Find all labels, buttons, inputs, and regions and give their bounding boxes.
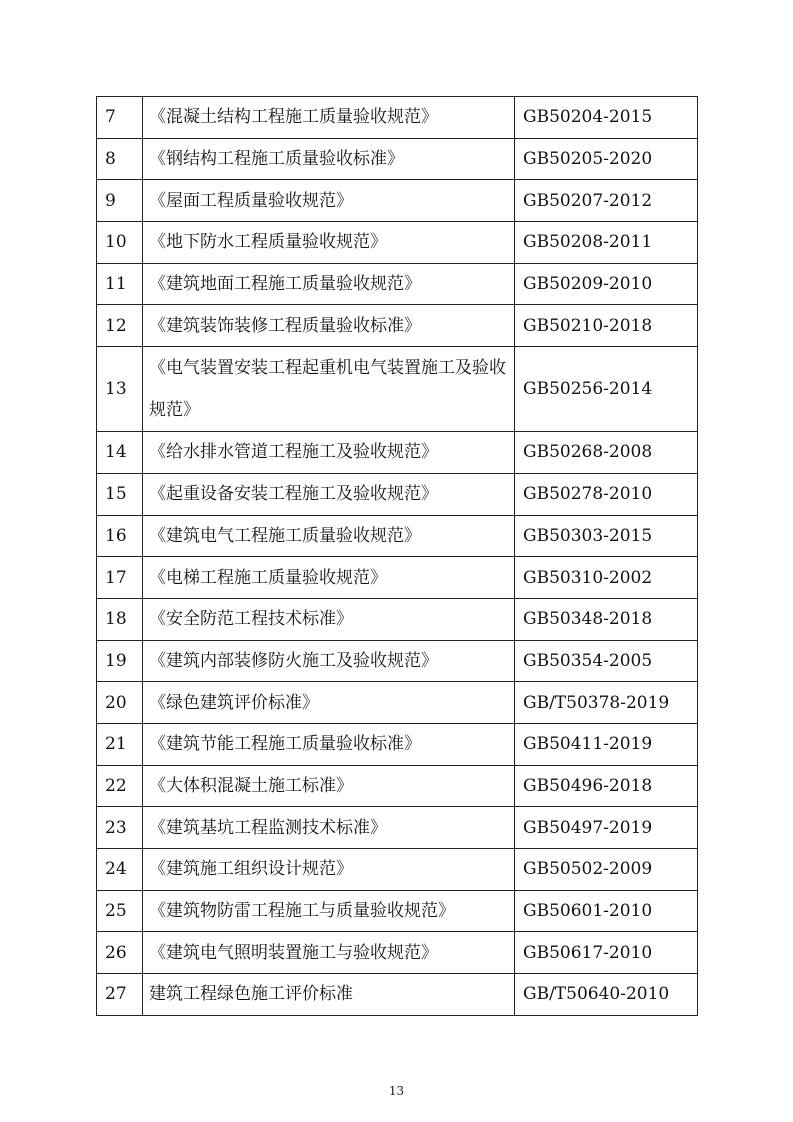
standard-name: 建筑工程绿色施工评价标准 [143,974,515,1016]
row-number: 15 [97,473,143,515]
standard-code: GB50411-2019 [515,723,698,765]
standard-name: 《混凝土结构工程施工质量验收规范》 [143,97,515,139]
table-row [97,347,698,432]
row-number: 17 [97,557,143,599]
standard-name: 《建筑施工组织设计规范》 [143,849,515,891]
row-number: 10 [97,222,143,264]
row-number: 26 [97,932,143,974]
standard-code: GB50205-2020 [515,138,698,180]
table-row [97,807,698,849]
table-row [97,305,698,347]
row-number: 9 [97,180,143,222]
row-number: 21 [97,723,143,765]
standard-code: GB50601-2010 [515,890,698,932]
standard-name: 《电梯工程施工质量验收规范》 [143,557,515,599]
table-row [97,222,698,264]
table-row [97,974,698,1016]
standard-code: GB50268-2008 [515,432,698,474]
standard-name: 《建筑装饰装修工程质量验收标准》 [143,305,515,347]
standard-name: 《屋面工程质量验收规范》 [143,180,515,222]
standard-name: 《建筑电气照明装置施工与验收规范》 [143,932,515,974]
table-row [97,557,698,599]
table-row [97,138,698,180]
row-number: 19 [97,640,143,682]
standard-name: 《建筑基坑工程监测技术标准》 [143,807,515,849]
standard-code: GB50497-2019 [515,807,698,849]
row-number: 20 [97,682,143,724]
row-number: 24 [97,849,143,891]
standard-name: 《绿色建筑评价标准》 [143,682,515,724]
standard-code: GB50210-2018 [515,305,698,347]
table-row [97,263,698,305]
standard-code: GB50303-2015 [515,515,698,557]
row-number: 22 [97,765,143,807]
standard-name: 《建筑内部装修防火施工及验收规范》 [143,640,515,682]
standard-code: GB50354-2005 [515,640,698,682]
row-number: 12 [97,305,143,347]
standard-name: 《地下防水工程质量验收规范》 [143,222,515,264]
standard-code: GB/T50640-2010 [515,974,698,1016]
table-row [97,473,698,515]
table-row [97,682,698,724]
table-row [97,180,698,222]
row-number: 7 [97,97,143,139]
row-number: 14 [97,432,143,474]
page-number: 13 [388,1084,405,1098]
table-row [97,640,698,682]
table-row [97,765,698,807]
standard-code: GB50204-2015 [515,97,698,139]
table-row [97,97,698,139]
table-row [97,723,698,765]
standard-code: GB50207-2012 [515,180,698,222]
row-number: 23 [97,807,143,849]
standard-code: GB50348-2018 [515,598,698,640]
standard-code: GB50209-2010 [515,263,698,305]
standard-name: 《大体积混凝土施工标准》 [143,765,515,807]
standard-name: 《给水排水管道工程施工及验收规范》 [143,432,515,474]
table-row [97,515,698,557]
standard-name: 《建筑节能工程施工质量验收标准》 [143,723,515,765]
row-number: 18 [97,598,143,640]
table-row [97,932,698,974]
row-number: 11 [97,263,143,305]
standard-name: 《起重设备安装工程施工及验收规范》 [143,473,515,515]
table-row [97,890,698,932]
row-number: 13 [97,347,143,432]
row-number: 27 [97,974,143,1016]
standard-name: 《电气装置安装工程起重机电气装置施工及验收规范》 [143,347,515,432]
standards-table-body [97,97,698,1016]
standard-name: 《建筑电气工程施工质量验收规范》 [143,515,515,557]
row-number: 25 [97,890,143,932]
table-row [97,849,698,891]
standard-name: 《钢结构工程施工质量验收标准》 [143,138,515,180]
standard-code: GB50617-2010 [515,932,698,974]
row-number: 16 [97,515,143,557]
table-row [97,598,698,640]
standard-code: GB50208-2011 [515,222,698,264]
standard-code: GB50310-2002 [515,557,698,599]
standard-code: GB50278-2010 [515,473,698,515]
table-row [97,432,698,474]
standard-name: 《建筑物防雷工程施工与质量验收规范》 [143,890,515,932]
row-number: 8 [97,138,143,180]
standard-code: GB50256-2014 [515,347,698,432]
standard-name: 《建筑地面工程施工质量验收规范》 [143,263,515,305]
standard-name: 《安全防范工程技术标准》 [143,598,515,640]
standard-code: GB50496-2018 [515,765,698,807]
standard-code: GB/T50378-2019 [515,682,698,724]
standards-table [96,96,698,1016]
standard-code: GB50502-2009 [515,849,698,891]
